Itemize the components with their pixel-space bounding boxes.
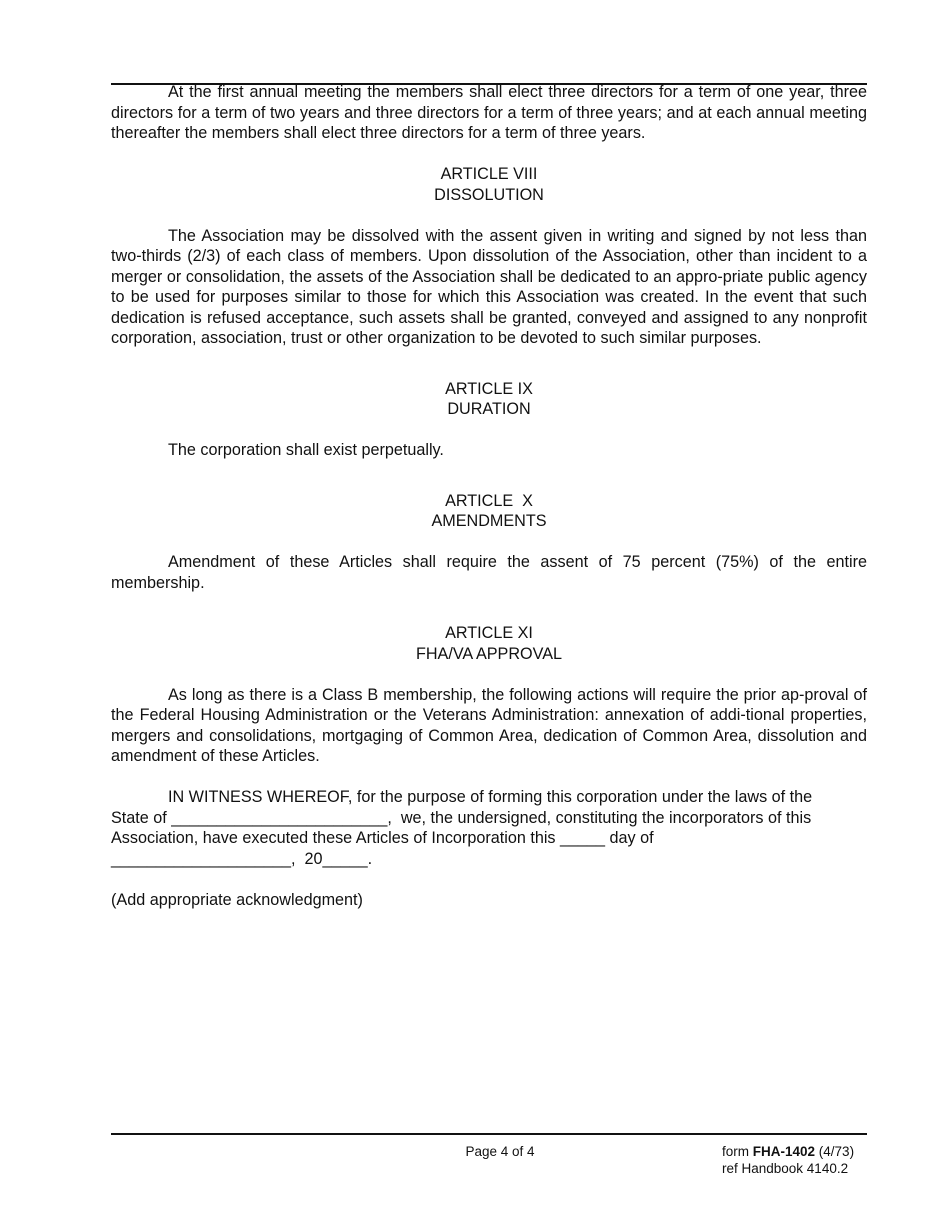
form-number: FHA-1402 xyxy=(752,1144,816,1159)
witness-clause xyxy=(111,787,867,869)
document-body xyxy=(111,82,867,910)
form-date: (4/73) xyxy=(815,1144,855,1159)
form-reference xyxy=(722,1143,922,1177)
bottom-rule xyxy=(111,1133,867,1135)
article-ix-number: ARTICLE IX xyxy=(445,379,533,398)
form-prefix: form xyxy=(722,1144,753,1159)
witness-line-1: IN WITNESS WHEREOF, for the purpose of forming this corporation under the laws of the xyxy=(168,788,813,806)
form-id-line xyxy=(722,1143,922,1160)
article-x-title: AMENDMENTS xyxy=(431,512,547,530)
article-xi-title: FHA/VA APPROVAL xyxy=(415,644,563,663)
page-number: Page 4 of 4 xyxy=(465,1144,535,1159)
article-viii-paragraph: The Association may be dissolved with the assent given in writing and signed by not less than two-thirds (2/3) of each class of members. Upon dissolution of the Association, other than incident to a merger or consolidation, the assets of the Association shall be dedicated to an appro-priate public agency to be used for purposes similar to those for which this Association was created. In the event that such dedication is refused acceptance, such assets shall be granted, conveyed and assigned to any nonprofit corporation, association, trust or other organization to be devoted to such similar purposes. xyxy=(111,226,867,347)
article-ix-title: DURATION xyxy=(447,400,531,418)
article-x xyxy=(111,491,867,594)
article-ix xyxy=(111,379,867,461)
article-viii-title: DISSOLUTION xyxy=(434,185,544,204)
article-x-number: ARTICLE X xyxy=(445,491,533,510)
article-xi-number: ARTICLE XI xyxy=(445,624,533,642)
article-ix-paragraph: The corporation shall exist perpetually. xyxy=(168,441,444,459)
article-x-paragraph: Amendment of these Articles shall require the assent of 75 percent (75%) of the entire membership. xyxy=(111,553,867,592)
witness-line-3: Association, have executed these Articles of Incorporation this _____ day of xyxy=(111,829,654,847)
article-xi-paragraph: As long as there is a Class B membership, the following actions will require the prior ap-proval of the Federal Housing Administration or the Veterans Administration: annexation of addi-tional properties, mergers and consolidations, mortgaging of Common Area, dedication of Common Area, dissolution and amendment of these Articles. xyxy=(111,685,867,765)
article-xi xyxy=(111,623,867,767)
handbook-reference: ref Handbook 4140.2 xyxy=(722,1161,849,1176)
article-viii xyxy=(111,164,867,349)
intro-paragraph: At the first annual meeting the members shall elect three directors for a term of one year, three directors for a term of two years and three directors for a term of three years; and at each annual meeting thereafter the members shall elect three directors for a term of three years. xyxy=(111,83,867,142)
witness-line-2: State of ________________________, we, the undersigned, constituting the incorporators of this xyxy=(111,808,812,827)
witness-line-4: ____________________, 20_____. xyxy=(111,849,373,868)
article-viii-number: ARTICLE VIII xyxy=(440,165,538,183)
acknowledgment-note: (Add appropriate acknowledgment) xyxy=(111,890,363,909)
